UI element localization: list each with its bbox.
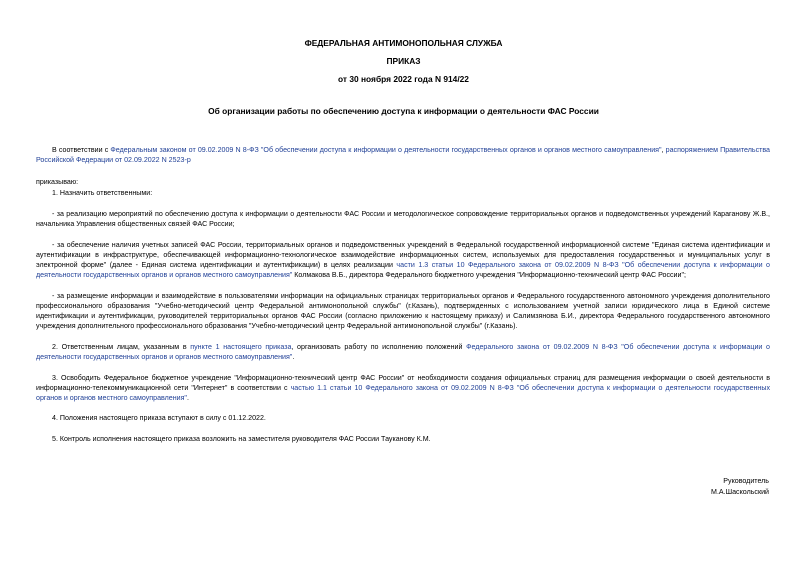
federal-law-link[interactable]: Федеральным законом от 09.02.2009 N 8-ФЗ "Об обеспечении доступа к информации о деятельности государственных органов и органов местного самоуправления": [110, 146, 662, 154]
bullet-1: - за реализацию мероприятий по обеспечению доступа к информации о деятельности ФАС России и методологическое сопровождение территориальных органов и подведомственных учреждений Караганову Ж.В., начальника Управления общественных связей ФАС России;: [36, 210, 770, 228]
item-2-text-3: .: [292, 353, 295, 361]
item-1: 1. Назначить ответственными:: [52, 189, 153, 197]
item-2-text-1: 2. Ответственным лицам, указанным в: [52, 343, 191, 351]
law-part-1-1-link[interactable]: частью 1.1 статьи 10 Федерального закона от 09.02.2009 N 8-ФЗ "Об обеспечении доступа к информации о деятельности государственных органов и органов местного самоуправления": [36, 384, 770, 402]
agency-heading: ФЕДЕРАЛЬНАЯ АНТИМОНОПОЛЬНАЯ СЛУЖБА: [304, 38, 503, 48]
item-3-text-2: .: [186, 394, 189, 402]
item-5: 5. Контроль исполнения настоящего приказа возложить на заместителя руководителя ФАС России Тауканову К.М.: [52, 435, 431, 443]
government-order-link[interactable]: распоряжением Правительства Российской Федерации от 02.09.2022 N 2523-р: [36, 146, 770, 164]
prikazyvayu-text: приказываю:: [36, 178, 79, 186]
signature-name: М.А.Шаскольский: [711, 488, 769, 496]
signature-role: Руководитель: [723, 477, 769, 485]
item-2: [36, 342, 770, 362]
preamble-paragraph: [36, 145, 770, 165]
doc-type-heading: ПРИКАЗ: [386, 56, 421, 66]
item-3-text-1: 3. Освободить Федеральное бюджетное учреждение "Информационно-технический центр ФАС России" от необходимости создания официальных страниц для размещения информации о своей деятельности в информационно-телекоммуникационной сети "Интернет" в соответствии с: [36, 374, 770, 392]
date-number-heading: от 30 ноября 2022 года N 914/22: [338, 74, 469, 84]
item-4: 4. Положения настоящего приказа вступают в силу с 01.12.2022.: [52, 414, 266, 422]
federal-law-link-2[interactable]: Федерального закона от 09.02.2009 N 8-ФЗ "Об обеспечении доступа к информации о деятельности государственных органов и органов местного самоуправления": [36, 343, 770, 361]
item-3: [36, 373, 770, 403]
preamble-text-2: ,: [661, 146, 666, 154]
document-title: Об организации работы по обеспечению доступа к информации о деятельности ФАС России: [208, 106, 599, 116]
bullet-2-text-2: Колмакова В.Б., директора Федерального бюджетного учреждения "Информационно-технический центр ФАС России";: [292, 271, 686, 279]
bullet-3: - за размещение информации и взаимодействие в пользователями информации на официальных страницах территориальных органов и Федерального государственного автономного учреждения дополнительного профессионального образования "Учебно-методический центр Федеральной антимонопольной службы" (г.Казань), подтвержденных с использованием учетной записи юридического лица в Единой системе идентификации и аутентификации, руководителей территориальных органов ФАС России (согласно приложению к настоящему приказу) и Салимзянова Б.И., директора Федерального государственного автономного учреждения дополнительного профессионального образования "Учебно-методический центр Федеральной антимонопольной службы" (г.Казань).: [36, 292, 770, 330]
clause-1-link[interactable]: пункте 1 настоящего приказа: [190, 343, 292, 351]
law-part-1-3-link[interactable]: части 1.3 статьи 10 Федерального закона от 09.02.2009 N 8-ФЗ "Об обеспечении доступа к информации о деятельности государственных органов и органов местного самоуправления": [36, 261, 771, 279]
bullet-2: [36, 240, 770, 280]
bullet-2-text-1: - за обеспечение наличия учетных записей ФАС России, территориальных органов и подведомственных учреждений в Федеральной государственной информационной системе "Единая система идентификации и аутентификации в инфраструктуре, обеспечивающей информационно-технологическое взаимодействие информационных систем, используемых для предоставления государственных и муниципальных услуг в электронной форме" (далее - Единая система идентификации и аутентификации) в целях реализации: [36, 241, 770, 269]
item-2-text-2: , организовать работу по исполнению положений: [291, 343, 467, 351]
preamble-text-1: В соответствии с: [52, 146, 111, 154]
